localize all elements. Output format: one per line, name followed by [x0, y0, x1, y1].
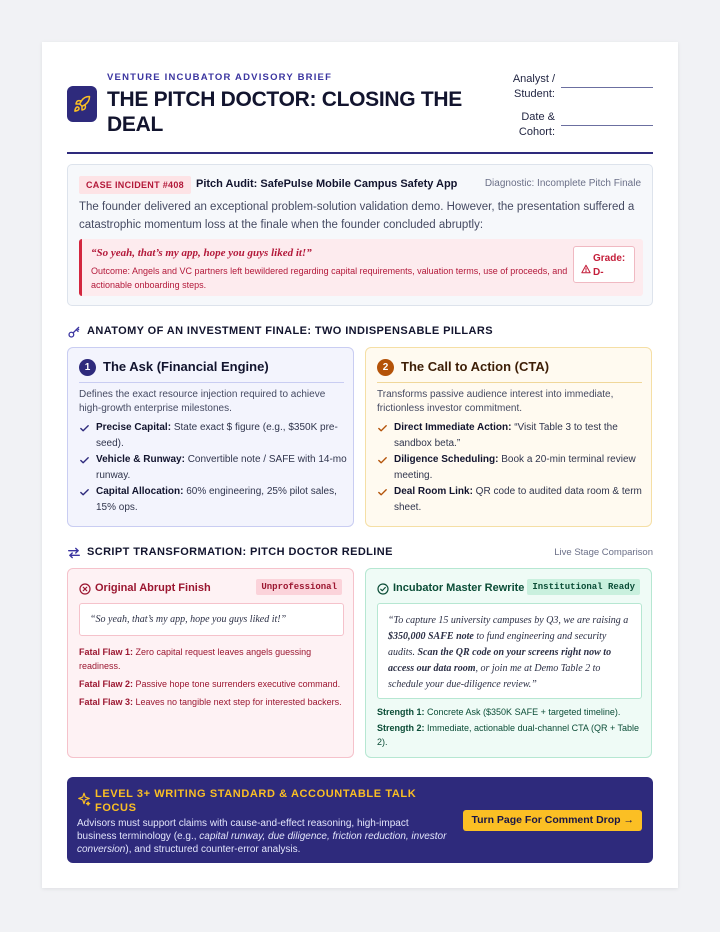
list-item: [79, 484, 347, 516]
rewrite-quote: [388, 613, 634, 693]
list-item: [79, 452, 347, 484]
rewrite-quote-box: [377, 603, 642, 699]
flaw-text: Leaves no tangible next step for interested backers.: [133, 697, 342, 707]
item-label: Direct Immediate Action:: [394, 422, 512, 433]
item-text: State exact $ figure (e.g., $350K pre-seed).: [96, 422, 338, 449]
item-label: Precise Capital:: [96, 422, 172, 433]
analyst-label: Analyst / Student:: [512, 73, 555, 100]
item-label: Diligence Scheduling:: [394, 454, 499, 465]
master-rewrite-card: [365, 568, 652, 758]
case-outcome: Outcome: Angels and VC partners left bewildered regarding capital requirements, valuation terms, use of proceeds, and actionable onboarding steps.: [91, 266, 568, 290]
flaw-text: Passive hope tone surrenders executive command.: [133, 679, 341, 689]
redline-section-header: [67, 545, 653, 561]
date-field: [503, 110, 653, 140]
anatomy-section-header: [67, 324, 653, 340]
quote-part: , or join me at Demo Table 2 to schedule your due-diligence review.”: [388, 663, 601, 690]
header-divider: [67, 152, 653, 154]
date-label: Date & Cohort:: [518, 111, 555, 138]
list-item: [377, 484, 645, 516]
close-circle-icon: [79, 582, 91, 600]
item-label: Vehicle & Runway:: [96, 454, 185, 465]
case-badge: CASE INCIDENT #408: [79, 176, 191, 194]
list-item: [79, 677, 344, 691]
header-fields: [503, 72, 653, 148]
list-item: [79, 695, 344, 709]
strength-text: Immediate, actionable dual-channel CTA (QR + Table 2).: [377, 723, 640, 747]
redline-right-label: Live Stage Comparison: [554, 547, 653, 558]
check-icon: [377, 487, 388, 504]
warning-icon: [581, 261, 591, 279]
turn-page-button[interactable]: Turn Page For Comment Drop →: [463, 810, 642, 831]
strength-label: Strength 1:: [377, 707, 425, 717]
header: [67, 72, 653, 154]
item-text: “Visit Table 3 to test the sandbox beta.”: [394, 422, 618, 449]
item-text: Convertible note / SAFE with 14-mo runway.: [96, 454, 347, 481]
item-label: Deal Room Link:: [394, 486, 473, 497]
pillar-list: [79, 420, 347, 516]
banner-text: ), and structured counter-error analysis.: [125, 844, 301, 855]
pillar-title: The Call to Action (CTA): [401, 359, 550, 374]
check-icon: [377, 455, 388, 472]
pillar-call-to-action: [365, 347, 652, 527]
sparkle-icon: [77, 792, 91, 811]
grade-text: Grade: D-: [593, 253, 626, 278]
pillar-list: [377, 420, 645, 516]
page-title: THE PITCH DOCTOR: CLOSING THE DEAL: [107, 88, 462, 136]
pillar-title: The Ask (Financial Engine): [103, 359, 269, 374]
list-item: [79, 645, 344, 673]
case-incident-panel: [67, 164, 653, 306]
original-quote-box: [79, 603, 344, 636]
check-icon: [79, 487, 90, 504]
flaw-label: Fatal Flaw 2:: [79, 679, 134, 689]
rewrite-title: Incubator Master Rewrite: [393, 582, 525, 594]
list-item: [377, 721, 642, 749]
pillar-number: 1: [79, 359, 96, 376]
banner-terms: capital runway, due diligence, friction reduction, investor conversion: [77, 831, 447, 855]
original-finish-card: [67, 568, 354, 758]
banner-body: [77, 817, 447, 856]
original-title: Original Abrupt Finish: [95, 582, 211, 594]
item-text: Book a 20-min terminal review meeting.: [394, 454, 636, 481]
list-item: [377, 420, 645, 452]
brief-sheet: [42, 42, 678, 888]
flaw-list: [79, 645, 344, 713]
item-label: Capital Allocation:: [96, 486, 184, 497]
pillar-the-ask: [67, 347, 354, 527]
item-text: 60% engineering, 25% pilot sales, 15% ops.: [96, 486, 337, 513]
writing-standard-banner: [67, 777, 653, 863]
case-quote-box: [79, 239, 643, 296]
pillar-description: Transforms passive audience interest into immediate, frictionless investor commitment.: [377, 389, 614, 414]
analyst-field: [503, 72, 653, 102]
check-icon: [79, 423, 90, 440]
analyst-input-line[interactable]: [561, 87, 653, 88]
list-item: [377, 705, 642, 719]
item-text: QR code to audited data room & term sheet.: [394, 486, 642, 513]
swap-arrows-icon: [67, 546, 81, 565]
pillar-description: Defines the exact resource injection required to achieve high-growth enterprise milestones.: [79, 389, 326, 414]
pillar-divider: [79, 382, 344, 383]
status-badge: Unprofessional: [256, 579, 342, 595]
strength-label: Strength 2:: [377, 723, 425, 733]
strength-list: [377, 705, 642, 751]
quote-emphasis: $350,000 SAFE note: [388, 631, 474, 642]
quote-emphasis: Scan the QR code on your screens right now to access our data room: [388, 647, 612, 674]
pillar-divider: [377, 382, 642, 383]
date-input-line[interactable]: [561, 125, 653, 126]
quote-part: “To capture 15 university campuses by Q3, we are raising a: [388, 615, 629, 626]
check-icon: [79, 455, 90, 472]
strength-text: Concrete Ask ($350K SAFE + targeted timeline).: [424, 707, 621, 717]
anatomy-title: ANATOMY OF AN INVESTMENT FINALE: TWO INDISPENSABLE PILLARS: [87, 325, 493, 337]
quote-part: to fund engineering and security audits.: [388, 631, 607, 658]
list-item: [377, 452, 645, 484]
case-diagnostic: Diagnostic: Incomplete Pitch Finale: [484, 178, 641, 189]
redline-title: SCRIPT TRANSFORMATION: PITCH DOCTOR REDLINE: [87, 546, 393, 558]
case-body: The founder delivered an exceptional problem-solution validation demo. However, the presentation suffered a catastrophic momentum loss at the finale when the founder concluded abruptly:: [79, 201, 635, 231]
case-quote: “So yeah, that’s my app, hope you guys liked it!”: [91, 247, 312, 259]
pillar-number: 2: [377, 359, 394, 376]
list-item: [79, 420, 347, 452]
case-title: Pitch Audit: SafePulse Mobile Campus Safety App: [196, 178, 458, 190]
grade-badge: [573, 246, 635, 283]
flaw-label: Fatal Flaw 1:: [79, 647, 134, 657]
banner-title: LEVEL 3+ WRITING STANDARD & ACCOUNTABLE TALK FOCUS: [95, 788, 417, 814]
rocket-icon: [67, 86, 97, 122]
flaw-text: Zero capital request leaves angels guessing readiness.: [79, 647, 312, 671]
original-quote: “So yeah, that’s my app, hope you guys liked it!”: [90, 614, 287, 625]
check-circle-icon: [377, 582, 389, 600]
key-icon: [67, 325, 81, 344]
flaw-label: Fatal Flaw 3:: [79, 697, 134, 707]
banner-text: Advisors must support claims with cause-and-effect reasoning, high-impact business terminology (e.g.,: [77, 818, 409, 842]
header-kicker: VENTURE INCUBATOR ADVISORY BRIEF: [107, 72, 333, 83]
status-badge: Institutional Ready: [527, 579, 640, 595]
check-icon: [377, 423, 388, 440]
